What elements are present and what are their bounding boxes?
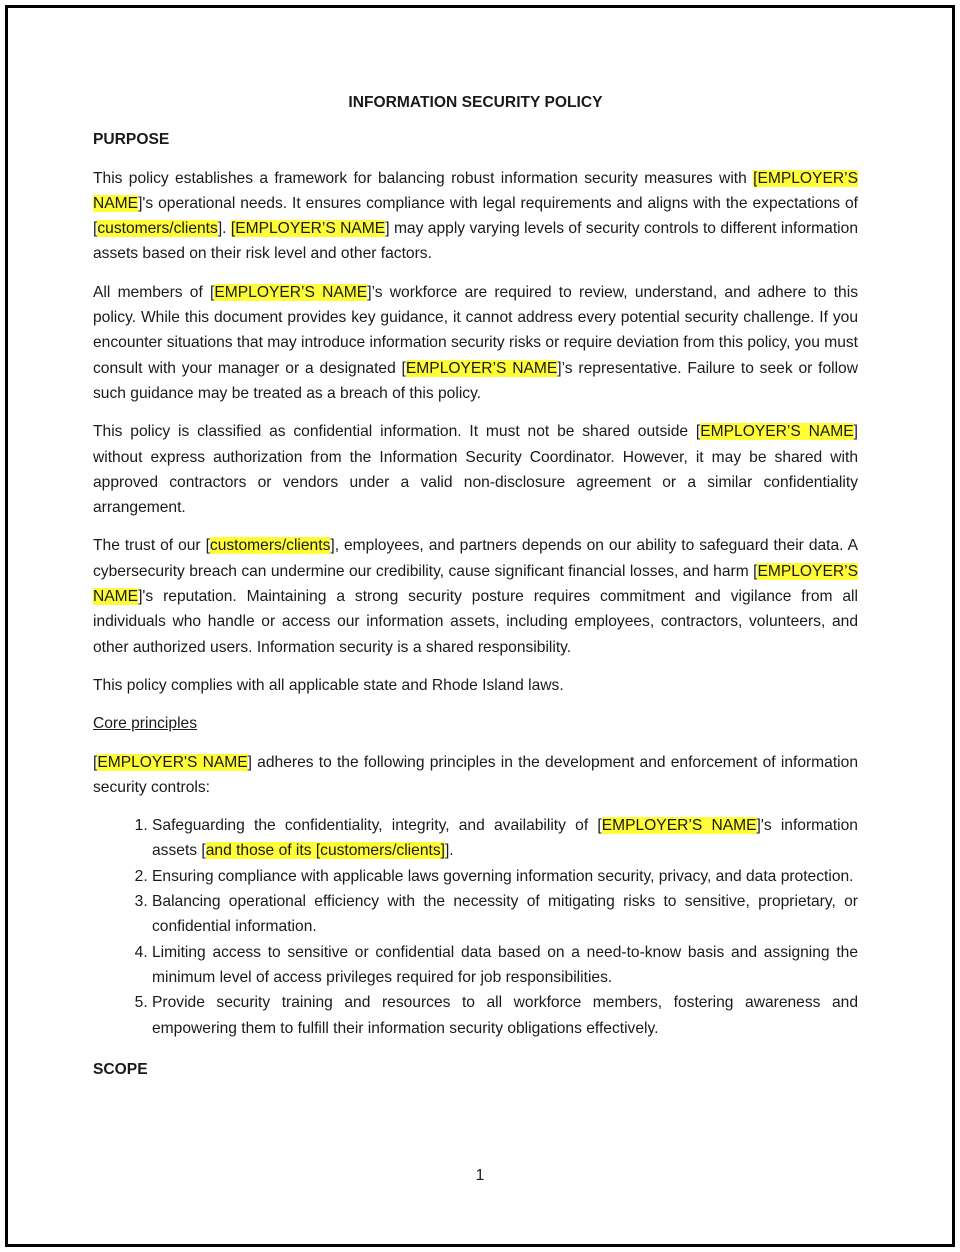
principle-item: 2. Ensuring compliance with applicable laws governing information security, privacy, and data protection. bbox=[152, 864, 858, 889]
text-run: ]'s information assets [ bbox=[152, 817, 858, 860]
placeholder-employer-name: EMPLOYER’S NAME bbox=[601, 817, 757, 835]
text-run: ]'s operational needs. It ensures compliance with legal requirements and aligns with the expectations of bbox=[138, 194, 858, 212]
text-run: ]'s reputation. Maintaining a strong security posture requires commitment and vigilance from all individuals who handle or access our information assets, including employees, contractors, volunteers, and other authorized users. Information security is a shared responsibility. bbox=[93, 588, 858, 656]
text-run: ] adheres to the following principles in the development and enforcement of information security controls: bbox=[93, 753, 858, 796]
purpose-paragraph-1 bbox=[93, 166, 858, 267]
text-run: The trust of our [ bbox=[93, 537, 210, 555]
text-run: [ bbox=[93, 753, 98, 771]
text-run: [ bbox=[753, 562, 758, 580]
principle-item: 3. Balancing operational efficiency with the necessity of mitigating risks to sensitive, proprietary, or confidential information. bbox=[152, 889, 858, 940]
principle-item: 4. Limiting access to sensitive or confidential data based on a need-to-know basis and assigning the minimum level of access privileges required for job responsibilities. bbox=[152, 940, 858, 991]
placeholder-employer-name: [EMPLOYER’S NAME bbox=[230, 220, 386, 238]
text-run: [ bbox=[93, 220, 98, 238]
text-run: ]. bbox=[444, 842, 454, 860]
text-run: This policy establishes a framework for balancing robust information security measures with bbox=[93, 169, 754, 187]
text-run: This policy is classified as confidential information. It must not be shared outside [ bbox=[93, 423, 701, 441]
placeholder-employer-name: EMPLOYER’S NAME bbox=[93, 562, 858, 606]
placeholder-highlight: [ bbox=[753, 169, 758, 187]
placeholder-customers-clients: customers/clients bbox=[209, 537, 331, 555]
purpose-paragraph-5: This policy complies with all applicable state and Rhode Island laws. bbox=[93, 676, 564, 694]
core-principles-intro bbox=[93, 750, 858, 801]
text-run: ]. bbox=[217, 220, 231, 238]
purpose-paragraph-4 bbox=[93, 533, 858, 659]
placeholder-employer-name: EMPLOYER’S NAME bbox=[700, 423, 854, 441]
text-run: All members of [ bbox=[93, 283, 215, 301]
page-number: 1 bbox=[475, 1167, 485, 1184]
core-principles-heading: Core principles bbox=[93, 715, 198, 733]
text-run: ]’s representative. Failure to seek or follow such guidance may be treated as a breach of this policy. bbox=[93, 359, 858, 402]
principle-item bbox=[152, 813, 858, 864]
purpose-paragraph-2 bbox=[93, 280, 858, 406]
placeholder-customers-clients: customers/clients bbox=[97, 220, 218, 238]
document-title: INFORMATION SECURITY POLICY bbox=[348, 94, 603, 111]
text-run: ], employees, and partners depends on our ability to safeguard their data. A cybersecurity breach can undermine our credibility, cause significant financial losses, and harm bbox=[93, 537, 858, 580]
placeholder-employer-name: EMPLOYER’S NAME bbox=[405, 359, 558, 377]
purpose-heading: PURPOSE bbox=[93, 131, 170, 149]
scope-heading: SCOPE bbox=[93, 1060, 148, 1078]
placeholder-customers-clients: and those of its [customers/clients] bbox=[205, 842, 445, 860]
placeholder-employer-name: EMPLOYER'S NAME bbox=[97, 753, 248, 771]
principles-list bbox=[93, 813, 858, 1041]
purpose-paragraph-3 bbox=[93, 419, 858, 520]
document-body bbox=[93, 90, 858, 1095]
text-run: ] may apply varying levels of security controls to different information assets based on their risk level and other factors. bbox=[93, 220, 858, 263]
text-run: ]’s workforce are required to review, understand, and adhere to this policy. While this document provides key guidance, it cannot address every potential security challenge. If you encounter situations that may introduce information security risks or require deviation from this policy, you must consult with your manager or a designated [ bbox=[93, 283, 859, 377]
text-run: ] without express authorization from the Information Security Coordinator. However, it may be shared with approved contractors or vendors under a valid non-disclosure agreement or a similar confidentiality arrangement. bbox=[93, 423, 858, 517]
placeholder-employer-name: EMPLOYER’S NAME bbox=[93, 169, 858, 212]
text-run: Safeguarding the confidentiality, integrity, and availability of [ bbox=[152, 817, 602, 835]
principle-item: 5. Provide security training and resources to all workforce members, fostering awareness and empowering them to fulfill their information security obligations effectively. bbox=[152, 990, 858, 1041]
placeholder-employer-name: EMPLOYER’S NAME bbox=[214, 283, 368, 301]
